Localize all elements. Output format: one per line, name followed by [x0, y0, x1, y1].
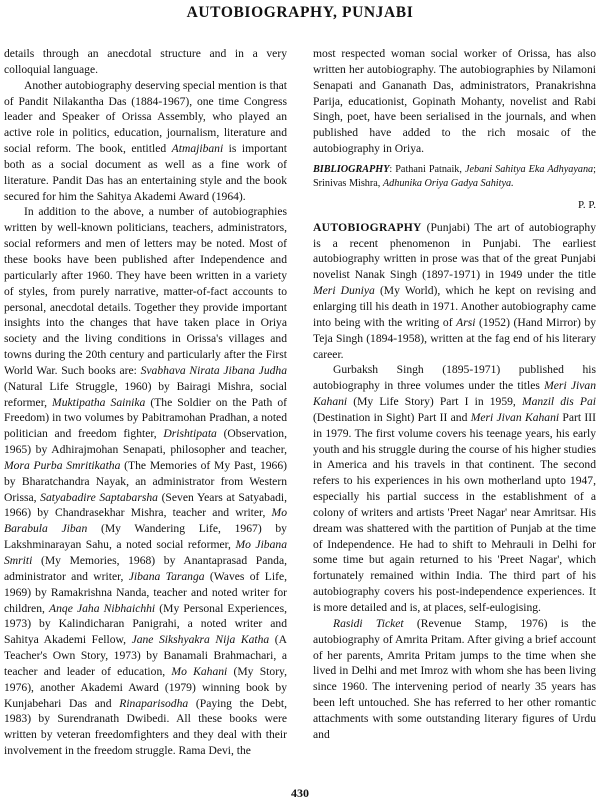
paragraph	[313, 616, 596, 743]
paragraph	[313, 220, 596, 363]
book-title: Rasidi Ticket	[333, 616, 404, 630]
entry-headword: AUTOBIOGRAPHY	[313, 220, 422, 234]
book-title: Muktipatha Sainika	[52, 395, 146, 409]
paragraph-text: Part III in 1979. The first volume covers his teenage years, his early youth and his struggle during the course of his higher studies in America and his travels in that continent. The second refers to his experiences in his own motherland upto 1947, especially his partial success in the establishment of a colony of writers and artists 'Preet Nagar' near Amritsar. His dream was shattered with the partition of Punjab at the time of Independence. He had to shift to Mehrauli in Delhi for some time but again returned to his 'Preet Nagar', which fortunately remained within India. The third part of his autobiography covers his post-independence experiences. It is more detailed and is, at places, self-eulogising.	[313, 410, 596, 614]
paragraph-text: (Observation, 1965) by Adhirajmohan Senapati, philosopher and teacher,	[4, 427, 287, 457]
paragraph-text: (The Memories of My Past, 1966) by Bharatchandra Nayak, an administrator from Western Orissa,	[4, 458, 287, 504]
paragraph-text: (1952) (Hand Mirror) by Teja Singh (1894-1958), written at the fag end of his literary career.	[313, 315, 596, 361]
paragraph-text: (My Life Story) Part I in 1959,	[347, 395, 522, 409]
paragraph-text: (Paying the Debt, 1983) by Surendranath Dwibedi. All these books were written by veteran freedomfighters and they deal with their involvement in the freedom struggle. Rama Devi, the	[4, 696, 287, 758]
book-title: Jebani Sahitya Eka Adhyayana	[464, 163, 594, 175]
paragraph-text: (A Teacher's Own Story, 1973) by Banamali Brahmachari, a teacher and leader of education,	[4, 633, 287, 678]
bibliography-label: BIBLIOGRAPHY	[313, 163, 390, 175]
paragraph-text: (Punjabi) The art of autobiography is a recent phenomenon in Punjabi. The earliest autobiography written in prose was that of the great Punjabi novelist Nanak Singh (1897-1971) in 1949 under the title	[313, 220, 596, 282]
book-title: Meri Jivan Kahani	[313, 379, 596, 409]
paragraph-text: In addition to the above, a number of autobiographies written by well-known politicians, teachers, administrators, social reformers and men of letters may be noted. Most of these books have been published after Independence and particularly after 1960. They have been written in a variety of styles, from purely narrative, matter-of-fact accounts to personal, anecdotal details. Together they provide important insights into the changes that have taken place in Oriya society and the living conditions in Orissa's villages and towns during the 20th century and particularly after the First World War. Such books are:	[4, 205, 287, 377]
paragraph-text: (My Personal Experiences, 1973) by Kalindicharan Panigrahi, a noted writer and Sahitya Akademi Fellow,	[4, 601, 287, 647]
book-title: Meri Duniya	[313, 284, 375, 298]
paragraph-text: (Destination in Sight) Part II and	[313, 410, 471, 424]
paragraph-text: (My Story, 1976), another Akademi Award (1979) winning book by Kunjabehari Das and	[4, 664, 288, 710]
book-title: Jane Sikshyakra Nija Katha	[131, 633, 270, 647]
book-title: Drishtipata	[163, 427, 217, 441]
right-column	[313, 46, 596, 743]
paragraph-text: (Natural Life Struggle, 1960) by Bairagi Mishra, social reformer,	[4, 379, 287, 409]
paragraph-text: (Revenue Stamp, 1976) is the autobiography of Amrita Pritam. After giving a brief account of her parents, Amrita Pritam jumps to the time when she lived in Delhi and met Imroz with whom she has been living since 1960. The intervening period of nearly 35 years has been left untouched. She has referred to her other romantic attachments with some outstanding literary figures of Urdu and	[313, 616, 597, 741]
paragraph-text: most respected woman social worker of Orissa, has also written her autobiography. The autobiographies by Nilamoni Senapati and Gananath Das, administrators, Pranakrishna Parija, educationist, Gopinath Mohanty, novelist and Rabi Singh, poet, have been serialised in the journals, and when published have added to the rich mosaic of the autobiography in Oriya.	[313, 47, 596, 156]
left-column	[4, 46, 287, 759]
book-title: Mora Purba Smritikatha	[4, 458, 121, 472]
page-number: 430	[291, 786, 309, 800]
book-title: Manzil dis Pai	[521, 395, 596, 409]
book-title: Adhunika Oriya Gadya Sahitya.	[382, 178, 514, 190]
paragraph	[313, 46, 596, 157]
paragraph	[4, 46, 287, 78]
book-title: Rinaparisodha	[119, 696, 189, 710]
paragraph-text: details through an anecdotal structure and in a very colloquial language.	[4, 47, 287, 76]
paragraph	[4, 204, 287, 759]
author-signature: P. P.	[577, 198, 596, 211]
paragraph-text: (My Memories, 1968) by Anantaprasad Panda, administrator and writer,	[4, 554, 287, 583]
book-title: Atmajibani	[171, 142, 224, 156]
bibliography	[313, 163, 596, 192]
bibliography-text: ; Srinivas Mishra,	[313, 163, 596, 190]
paragraph	[4, 78, 287, 205]
book-title: Mo Kahani	[171, 664, 228, 678]
paragraph-text: Another autobiography deserving special mention is that of Pandit Nilakantha Das (1884-1967), one time Congress leader and Speaker of Orissa Assembly, who played an active role in politics, education, journalism, literature and social reform. The book, entitled	[4, 78, 287, 156]
paragraph-text: Gurbaksh Singh (1895-1971) published his autobiography in three volumes under the titles	[313, 363, 596, 393]
paragraph-text: (My Wandering Life, 1967) by Lakshminarayan Sahu, a noted social reformer,	[4, 522, 287, 552]
book-title: Anqe Jaha Nibhaichhi	[49, 601, 156, 615]
book-title: Mo Barabula Jiban	[4, 506, 287, 536]
book-title: Mo Jibana Smriti	[4, 538, 287, 567]
paragraph	[313, 362, 596, 616]
running-header: AUTOBIOGRAPHY, PUNJABI	[186, 4, 414, 21]
paragraph-text: (Waves of Life, 1969) by Ramakrishna Nanda, teacher and noted writer for children,	[4, 569, 287, 615]
book-title: Jibana Taranga	[128, 569, 205, 583]
bibliography-text: : Pathani Patnaik,	[389, 163, 465, 175]
paragraph-text: is important both as a social document as well as a fine work of literature. Pandit Das has an entertaining style and the book secured for him the Sahitya Akademi Award (1964).	[4, 142, 287, 203]
paragraph-text: (My World), which he kept on revising and enlarging till his death in 1971. Another autobiography came into being with the writing of	[313, 284, 596, 329]
book-title: Meri Jivan Kahani	[470, 410, 560, 424]
book-title: Arsi	[456, 315, 476, 329]
book-title: Svabhava Nirata Jibana Judha	[140, 363, 288, 377]
paragraph-text: (Seven Years at Satyabadi, 1966) by Chandrasekhar Mishra, teacher and writer,	[4, 490, 288, 520]
paragraph-text: (The Soldier on the Path of Freedom) in two volumes by Pabitramohan Pradhan, a noted politician and freedom fighter,	[4, 395, 287, 441]
book-title: Satyabadire Saptabarsha	[40, 490, 158, 504]
